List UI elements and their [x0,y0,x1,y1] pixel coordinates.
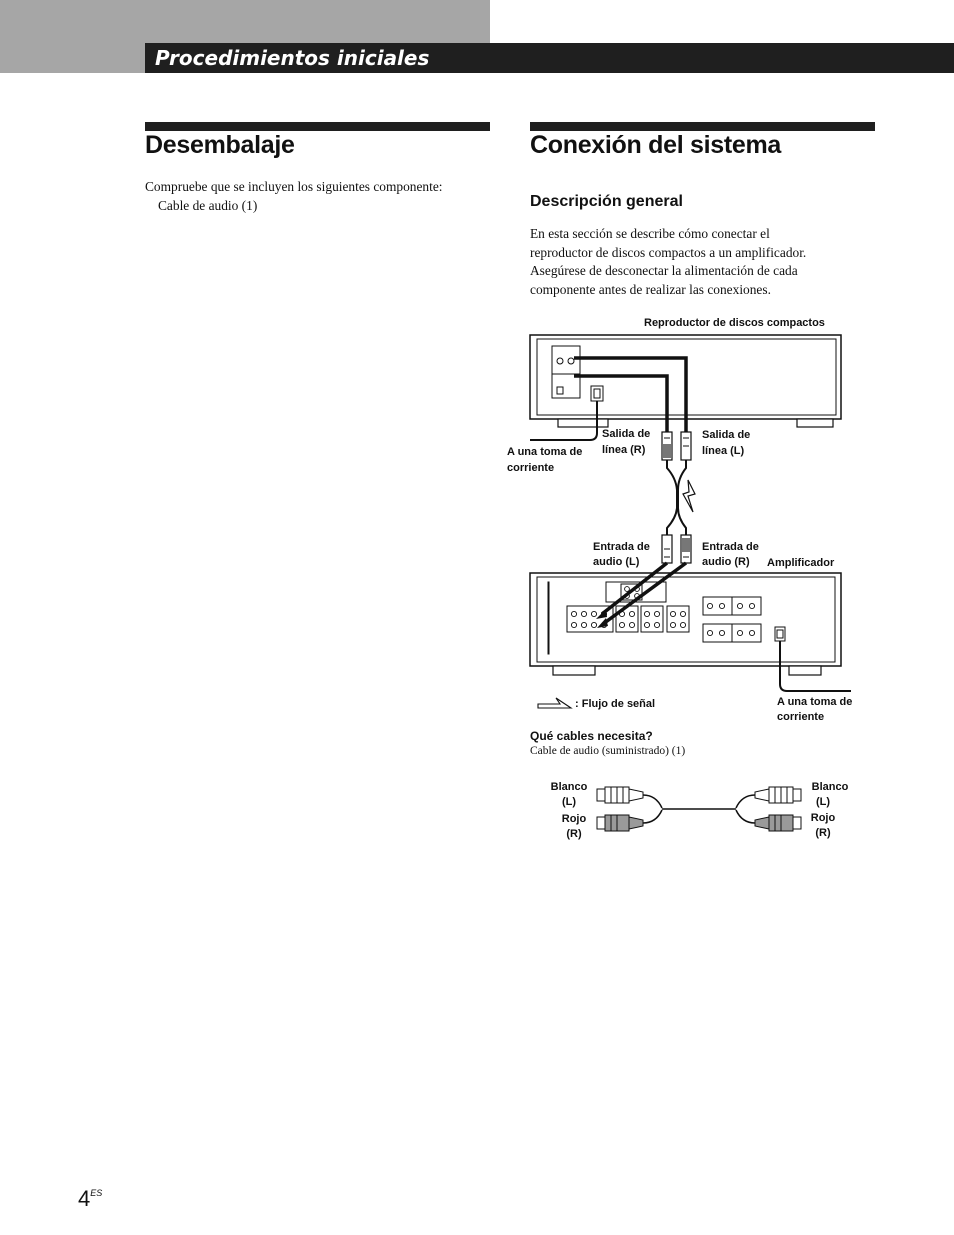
cables-item: Cable de audio (suministrado) (1) [530,745,686,757]
subheading-descripcion: Descripción general [530,193,683,210]
description-line-1: En esta sección se describe cómo conectar el [530,226,770,241]
label-white-left-2: (L) [561,796,577,808]
description-line-4: componente antes de realizar las conexiones. [530,282,771,297]
page-number-value: 4 [78,1186,91,1211]
label-cd-player: Reproductor de discos compactos [644,317,825,329]
label-audio-in-r-1: Entrada de [702,541,759,553]
label-red-right-2: (R) [815,827,831,839]
label-line-out-r-2: línea (R) [602,444,646,456]
label-audio-in-l-1: Entrada de [593,541,650,553]
heading-desembalaje: Desembalaje [145,131,295,159]
label-outlet-bottom-2: corriente [777,711,825,723]
heading-conexion: Conexión del sistema [530,131,782,159]
label-line-out-l-1: Salida de [702,429,751,441]
section-title: Procedimientos iniciales [155,46,430,70]
label-signal-flow: : Flujo de señal [575,698,656,710]
audio-cable-illustration [597,787,801,831]
label-audio-in-r-2: audio (R) [702,556,750,568]
label-white-right-1: Blanco [811,781,849,793]
label-amplifier: Amplificador [767,557,835,569]
label-white-right-2: (L) [815,796,831,808]
label-red-right-1: Rojo [810,812,836,824]
unpack-item: Cable de audio (1) [158,198,258,213]
signal-flow-arrow-icon [538,698,571,708]
page-number [78,1186,102,1212]
label-line-out-l-2: línea (L) [702,445,745,457]
cables-question: Qué cables necesita? [530,729,653,743]
label-outlet-top-2: corriente [507,462,555,474]
label-audio-in-l-2: audio (L) [593,556,640,568]
description-line-2: reproductor de discos compactos a un amplificador. [530,245,807,260]
label-red-left-1: Rojo [561,813,587,825]
description-line-3: Asegúrese de desconectar la alimentación de cada [530,263,798,278]
label-white-left-1: Blanco [550,781,588,793]
label-red-left-2: (R) [566,828,582,840]
label-line-out-r-1: Salida de [602,428,651,440]
label-outlet-top-1: A una toma de [507,446,583,458]
page-number-suffix: ES [90,1188,103,1198]
label-outlet-bottom-1: A una toma de [777,696,853,708]
unpack-intro: Compruebe que se incluyen los siguientes componente: [145,179,443,194]
